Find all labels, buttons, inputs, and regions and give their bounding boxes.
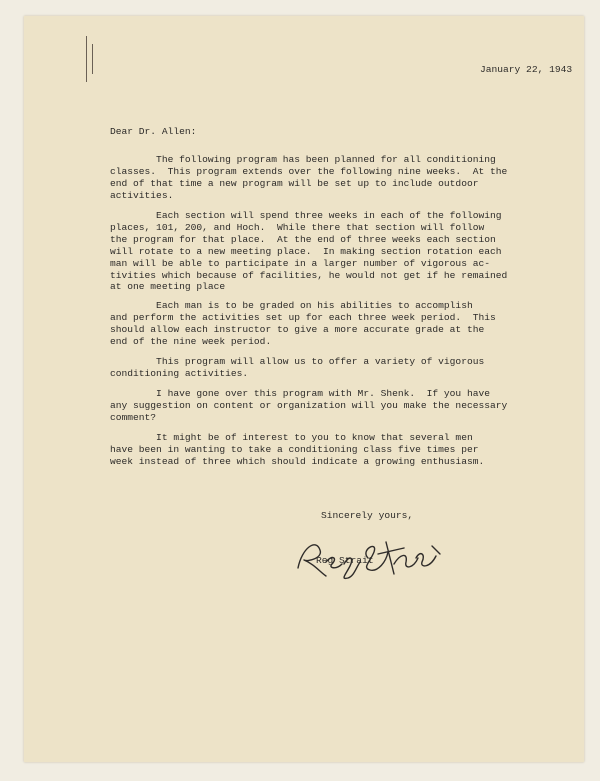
paragraph-2 [110,210,530,293]
letter-date: January 22, 1943 [480,64,573,75]
salutation: Dear Dr. Allen: [110,126,197,137]
text-line: Each section will spend three weeks in each of the following [110,210,502,221]
text-line: It might be of interest to you to know that several men [110,432,473,443]
text-line: Each man is to be graded on his abilities to accomplish [110,300,473,311]
text-line: This program will allow us to offer a variety of vigorous [110,356,485,367]
margin-mark [86,36,87,82]
text-line: will rotate to a new meeting place. In making section rotation each [110,245,502,257]
text-line: classes. This program extends over the following nine weeks. At the [110,165,508,177]
text-line: man will be able to participate in a larger number of vigorous ac- [110,257,490,269]
text-line: end of the nine week period. [110,335,272,347]
text-line: should allow each instructor to give a more accurate grade at the [110,323,485,335]
margin-mark [92,44,93,74]
paragraph-1 [110,154,530,202]
text-line: conditioning activities. [110,367,249,379]
text-line: I have gone over this program with Mr. Shenk. If you have [110,388,490,399]
text-line: places, 101, 200, and Hoch. While there that section will follow [110,221,485,233]
typed-name: Reg Strait [316,555,374,566]
text-line: and perform the activities set up for each three week period. This [110,311,496,323]
text-line: at one meeting place [110,281,226,293]
text-line: comment? [110,411,157,423]
paragraph-5 [110,388,530,424]
text-line: have been in wanting to take a conditioning class five times per [110,443,479,455]
text-line: tivities which because of facilities, he would not get if he remained [110,269,508,281]
text-line: any suggestion on content or organization will you make the necessary [110,399,508,411]
text-line: the program for that place. At the end of three weeks each section [110,233,496,245]
closing: Sincerely yours, [321,510,414,521]
paragraph-6 [110,432,530,468]
text-line: end of that time a new program will be set up to include outdoor [110,177,479,189]
text-line: activities. [110,189,174,201]
text-line: week instead of three which should indicate a growing enthusiasm. [110,455,485,467]
letter-page [24,16,584,762]
paragraph-3 [110,300,530,348]
text-line: The following program has been planned for all conditioning [110,154,496,165]
paragraph-4 [110,356,530,380]
